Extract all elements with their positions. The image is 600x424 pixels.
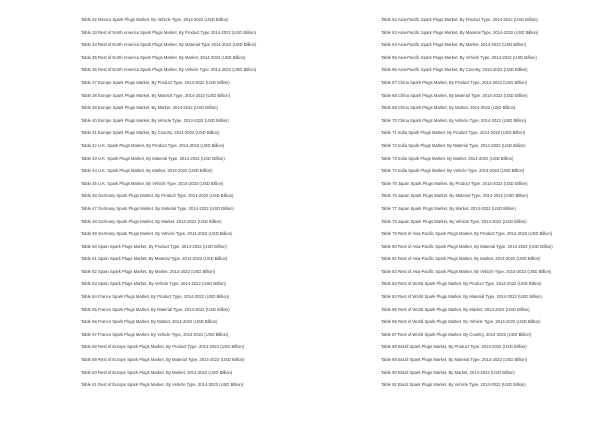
list-item: Table 62 Asia-Pacific Spark Plugs Market, By Product Type, 2014-2022 (USD Billion) [381, 17, 538, 22]
list-item: Table 82 Rest of Asia-Pacific Spark Plugs Market, By Vehicle Type, 2014-2022 (USD Billion) [381, 268, 552, 274]
list-item: Table 36 Rest of North America Spark Plugs Market, By Vehicle Type, 2014-2022 (USD Billion) [81, 67, 257, 73]
list-item: Table 59 Rest of Europe Spark Plugs Market, By Material Type, 2014-2022 (USD Billion) [81, 357, 245, 363]
list-item: Table 63 Asia-Pacific Spark Plugs Market, By Material Type, 2014-2022 (USD Billion) [381, 29, 539, 35]
list-item: Table 60 Rest of Europe Spark Plugs Market, By Market, 2014-2022 (USD Billion) [81, 369, 233, 375]
list-item: Table 85 Rest of World Spark Plugs Market, By Market, 2014-2022 (USD Billion) [381, 306, 530, 312]
list-item: Table 84 Rest of World Spark Plugs Market, By Material Type, 2014-2022 (USD Billion) [381, 294, 542, 300]
list-item: Table 67 China Spark Plugs Market, By Product Type, 2014-2022 (USD Billion) [381, 79, 528, 85]
list-item: Table 54 France Spark Plugs Market, By Product Type, 2014-2022 (USD Billion) [81, 294, 230, 300]
list-item: Table 68 China Spark Plugs Market, By Material Type, 2014-2022 (USD Billion) [381, 92, 528, 98]
list-item: Table 71 India Spark Plugs Market, By Product Type, 2014-2022 (USD Billion) [381, 130, 526, 136]
table-list-left [81, 17, 281, 395]
list-item: Table 78 Japan Spark Plugs Market, By Vehicle Type, 2014-2022 (USD Billion) [381, 218, 527, 224]
list-item: Table 47 Germany Spark Plugs Market, By Material Type, 2014-2022 (USD Billion) [81, 205, 234, 211]
list-item: Table 86 Rest of World Spark Plugs Market, By Vehicle Type, 2014-2022 (USD Billion) [381, 319, 541, 325]
list-item: Table 42 U.K. Spark Plugs Market, By Product Type, 2014-2022 (USD Billion) [81, 142, 225, 148]
list-item: Table 75 Japan Spark Plugs Market, By Product Type, 2014-2022 (USD Billion) [381, 180, 528, 186]
list-item: Table 41 Europe Spark Plugs Market, By Country, 2014-2022 (USD Billion) [81, 130, 220, 136]
list-item: Table 39 Europe Spark Plugs Market, By Market, 2014-2022 (USD Billion) [81, 105, 218, 111]
list-item: Table 69 China Spark Plugs Market, By Market, 2014-2022 (USD Billion) [381, 105, 516, 111]
list-item: Table 76 Japan Spark Plugs Market, By Material Type, 2014-2022 (USD Billion) [381, 193, 529, 199]
list-item: Table 61 Rest of Europe Spark Plugs Market, By Vehicle Type, 2014-2022 (USD Billion) [81, 382, 244, 388]
list-item: Table 32 Mexico Spark Plugs Market, By Vehicle Type, 2014-2022 (USD Billion) [81, 17, 229, 22]
list-item: Table 80 Rest of Asia-Pacific Spark Plugs Market, By Material Type, 2014-2022 (USD Billion) [381, 243, 553, 249]
list-item: Table 44 U.K. Spark Plugs Market, By Market, 2014-2022 (USD Billion) [81, 168, 213, 174]
list-item: Table 46 Germany Spark Plugs Market, By Product Type, 2014-2022 (USD Billion) [81, 193, 234, 199]
list-item: Table 34 Rest of North America Spark Plugs Market, By Material Type 2014-2022 (USD Billion) [81, 42, 257, 48]
list-item: Table 73 India Spark Plugs Market, By Market, 2014-2022 (USD Billion) [381, 155, 514, 161]
list-item: Table 79 Rest of Asia-Pacific Spark Plugs Market, By Product Type, 2014-2022 (USD Billion) [381, 231, 553, 237]
list-item: Table 52 Spain Spark Plugs Market, By Market, 2014-2022 (USD Billion) [81, 268, 216, 274]
list-item: Table 90 Brazil Spark Plugs Market, By Market, 2014-2022 (USD Billion) [381, 369, 515, 375]
list-item: Table 77 Japan Spark Plugs Market, By Market, 2014-2022 (USD Billion) [381, 205, 516, 211]
list-item: Table 37 Europe Spark Plugs Market, By Product Type, 2014-2022 (USD Billion) [81, 79, 230, 85]
table-list-right [381, 17, 581, 395]
list-item: Table 40 Europe Spark Plugs Market, By Vehicle Type, 2014-2022 (USD Billion) [81, 117, 229, 123]
list-item: Table 83 Rest of World Spark Plugs Market, By Product Type, 2014-2022 (USD Billion) [381, 281, 542, 287]
list-item: Table 64 Asia-Pacific Spark Plugs Market, By Market, 2014-2022 (USD Billion) [381, 42, 526, 48]
list-item: Table 65 Asia-Pacific Spark Plugs Market, By Vehicle Type, 2014-2022 (USD Billion) [381, 54, 537, 60]
list-item: Table 58 Rest of Europe Spark Plugs Market, By Product Type, 2014-2022 (USD Billion) [81, 344, 245, 350]
list-item: Table 48 Germany Spark Plugs Market, By Market, 2014-2022 (USD Billion) [81, 218, 222, 224]
list-item: Table 57 France Spark Plugs Market, By Vehicle Type, 2014-2022 (USD Billion) [81, 331, 229, 337]
list-item: Table 53 Spain Spark Plugs Market, By Vehicle Type, 2014-2022 (USD Billion) [81, 281, 226, 287]
list-item: Table 50 Spain Spark Plugs Market, By Product Type, 2014-2022 (USD Billion) [81, 243, 227, 249]
list-item: Table 91 Brazil Spark Plugs Market, By Vehicle Type, 2014-2022 (USD Billion) [381, 382, 526, 388]
list-item: Table 89 Brazil Spark Plugs Market, By Material Type, 2014-2022 (USD Billion) [381, 357, 528, 363]
list-item: Table 49 Germany Spark Plugs Market, By Vehicle Type, 2014-2022 (USD Billion) [81, 231, 233, 237]
list-item: Table 43 U.K. Spark Plugs Market, By Material Type, 2014-2022 (USD Billion) [81, 155, 225, 161]
list-item: Table 35 Rest of North America Spark Plugs Market, By Market, 2014-2022 (USD Billion) [81, 54, 246, 60]
list-item: Table 74 India Spark Plugs Market, By Vehicle Type, 2014-2022 (USD Billion) [381, 168, 525, 174]
list-item: Table 81 Rest of Asia-Pacific Spark Plugs Market, By Market, 2014-2022 (USD Billion) [381, 256, 541, 262]
list-item: Table 33 Rest of North America Spark Plugs Market, By Product Type 2014-2022 (USD Billion) [81, 29, 256, 35]
list-item: Table 51 Spain Spark Plugs Market, By Material Type, 2014-2022 (USD Billion) [81, 256, 228, 262]
list-item: Table 38 Europe Spark Plugs Market, By Material Type, 2014-2022 (USD Billion) [81, 92, 231, 98]
list-item: Table 87 Rest of World Spark Plugs Market, By Country, 2014-2022 (USD Billion) [381, 331, 532, 337]
list-item: Table 56 France Spark Plugs Market, By Market, 2014-2022 (USD Billion) [81, 319, 218, 325]
list-item: Table 88 Brazil Spark Plugs Market, By Product Type, 2014-2022 (USD Billion) [381, 344, 527, 350]
list-item: Table 66 Asia-Pacific Spark Plugs Market, By Country, 2014-2022 (USD Billion) [381, 67, 528, 73]
list-item: Table 72 India Spark Plugs Market, By Material Type, 2014-2022 (USD Billion) [381, 142, 526, 148]
list-item: Table 55 France Spark Plugs Market, By Material Type, 2014-2022 (USD Billion) [81, 306, 230, 312]
list-item: Table 70 China Spark Plugs Market, By Vehicle Type, 2014-2022 (USD Billion) [381, 117, 527, 123]
list-item: Table 45 U.K. Spark Plugs Market, By Vehicle Type, 2014-2022 (USD Billion) [81, 180, 224, 186]
